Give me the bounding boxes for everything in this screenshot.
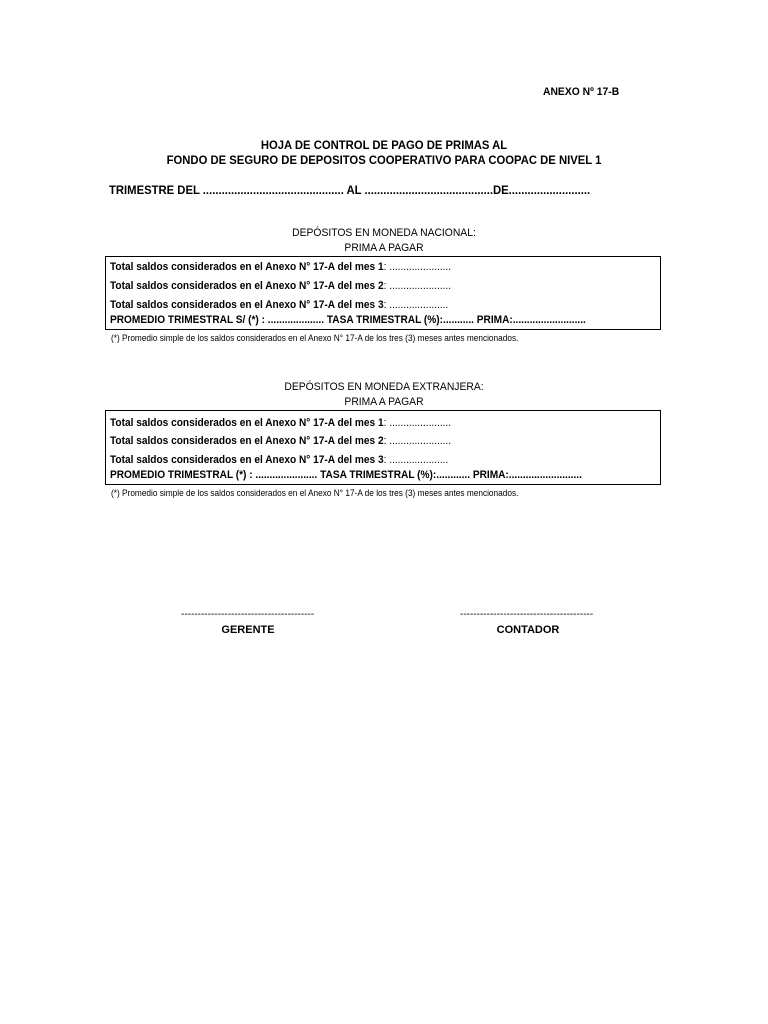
signature-line-manager: ---------------------------------------- (181, 609, 315, 620)
national-row-month-3 (110, 299, 448, 311)
quarter-period-line: TRIMESTRE DEL ............................................. AL .........................................DE.......................... (109, 183, 591, 197)
signature-line-accountant: ---------------------------------------- (460, 609, 594, 620)
signature-label-accountant: CONTADOR (496, 624, 560, 636)
foreign-row-month-1 (110, 417, 451, 429)
annex-code: ANEXO Nº 17-B (543, 86, 620, 98)
document-title-line-1: HOJA DE CONTROL DE PAGO DE PRIMAS AL (260, 138, 508, 152)
row-filler: : ...................... (383, 261, 452, 273)
row-label: Total saldos considerados en el Anexo N° 17-A del mes 1 (110, 417, 384, 429)
signature-label-manager: GERENTE (221, 624, 275, 636)
row-filler: : ..................... (383, 454, 449, 466)
row-label: Total saldos considerados en el Anexo N° 17-A del mes 3 (110, 299, 384, 311)
row-label: Total saldos considerados en el Anexo N° 17-A del mes 2 (110, 280, 384, 292)
foreign-row-month-3 (110, 454, 448, 466)
section-foreign-footnote: (*) Promedio simple de los saldos considerados en el Anexo N° 17-A de los tres (3) meses antes mencionados. (111, 488, 519, 498)
row-filler: : ...................... (383, 435, 452, 447)
section-national-heading: DEPÓSITOS EN MONEDA NACIONAL: (292, 227, 476, 239)
section-foreign-heading: DEPÓSITOS EN MONEDA EXTRANJERA: (284, 381, 484, 393)
section-national-subheading: PRIMA A PAGAR (344, 242, 424, 254)
row-filler: : ...................... (383, 417, 452, 429)
national-average-line: PROMEDIO TRIMESTRAL S/ (*) : .................... TASA TRIMESTRAL (%):........... PRIMA:.......................... (110, 314, 586, 326)
foreign-average-line: PROMEDIO TRIMESTRAL (*) : ...................... TASA TRIMESTRAL (%):............ PRIMA:.......................... (110, 469, 582, 481)
section-national-footnote: (*) Promedio simple de los saldos considerados en el Anexo N° 17-A de los tres (3) meses antes mencionados. (111, 333, 519, 343)
row-filler: : ...................... (383, 280, 452, 292)
row-label: Total saldos considerados en el Anexo N° 17-A del mes 1 (110, 261, 384, 273)
national-row-month-1 (110, 261, 451, 273)
foreign-row-month-2 (110, 435, 451, 447)
row-filler: : ..................... (383, 299, 449, 311)
section-national-box (105, 256, 661, 330)
section-foreign-box (105, 410, 661, 485)
document-title-line-2: FONDO DE SEGURO DE DEPOSITOS COOPERATIVO PARA COOPAC DE NIVEL 1 (166, 153, 602, 167)
row-label: Total saldos considerados en el Anexo N° 17-A del mes 2 (110, 435, 384, 447)
section-foreign-subheading: PRIMA A PAGAR (344, 396, 424, 408)
national-row-month-2 (110, 280, 451, 292)
row-label: Total saldos considerados en el Anexo N° 17-A del mes 3 (110, 454, 384, 466)
